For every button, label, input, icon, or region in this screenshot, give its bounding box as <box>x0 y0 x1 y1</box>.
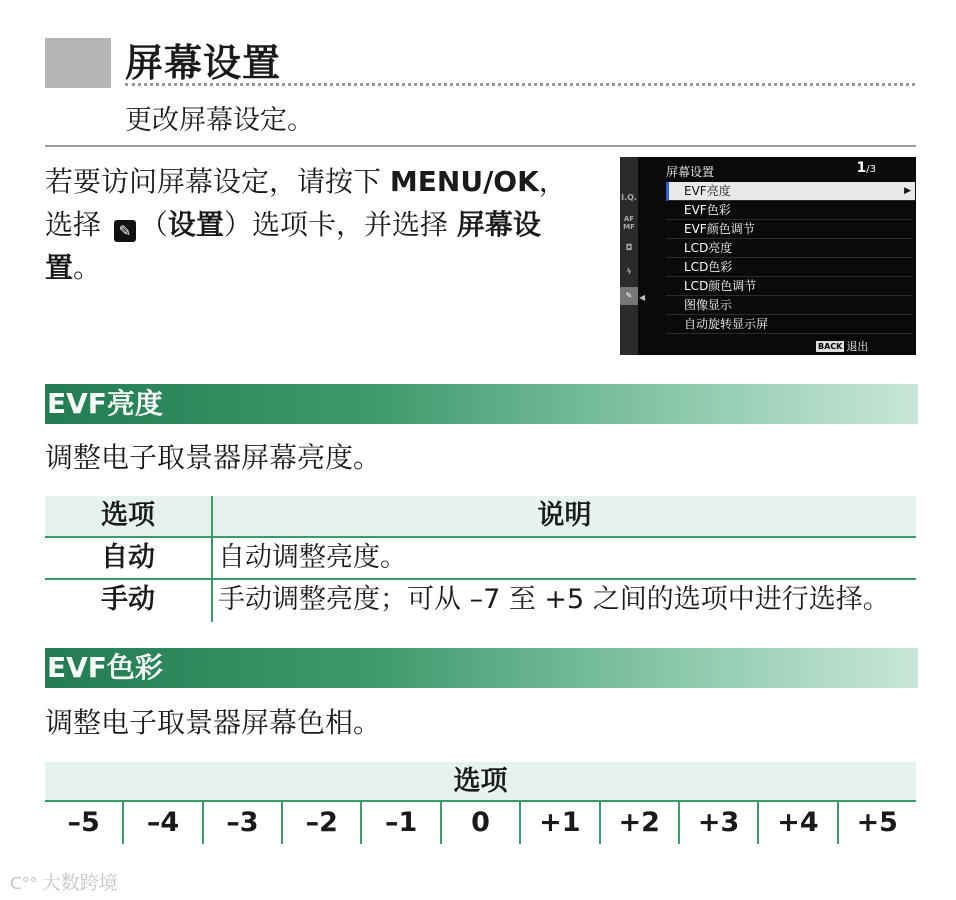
watermark-logo-icon: ᑕ°° <box>10 874 38 893</box>
camera-menu-item: LCD色彩 <box>666 258 912 277</box>
page-subtitle: 更改屏幕设定。 <box>125 105 314 136</box>
option-value: +5 <box>837 802 916 844</box>
option-value: +1 <box>519 802 598 844</box>
column-header-description: 说明 <box>537 500 592 531</box>
section-heading-evf-brightness: EVF亮度 <box>45 384 918 424</box>
title-marker-square <box>45 38 111 88</box>
intro-text-3: （ <box>139 208 168 241</box>
camera-menu-page-indicator: 1/3 <box>856 160 876 176</box>
section-description: 调整电子取景器屏幕亮度。 <box>45 441 382 474</box>
evf-color-option-table <box>45 762 916 844</box>
camera-menu-item: LCD亮度 <box>666 239 912 258</box>
intro-text-4: ）选项卡，并选择 <box>223 208 457 241</box>
option-value: –2 <box>281 802 360 844</box>
camera-menu-screenshot <box>620 157 916 355</box>
header-divider <box>45 145 916 147</box>
option-value: +4 <box>757 802 836 844</box>
option-value: –3 <box>202 802 281 844</box>
camera-menu-item: EVF色彩 <box>666 201 912 220</box>
page-title: 屏幕设置 <box>125 41 282 85</box>
camera-menu-item: LCD颜色调节 <box>666 277 912 296</box>
camera-menu-footer <box>816 338 868 354</box>
option-value: –1 <box>360 802 439 844</box>
camera-icon: ◘ <box>625 243 633 252</box>
table-header-option: 选项 <box>45 762 916 802</box>
watermark <box>10 868 118 895</box>
wrench-icon: ✎ <box>114 220 136 242</box>
column-header-option: 选项 <box>45 496 213 536</box>
submenu-arrow-icon: ▶ <box>904 186 911 196</box>
option-value: 0 <box>440 802 519 844</box>
setup-tab-name: 设置 <box>167 208 224 241</box>
table-header-row <box>45 496 916 538</box>
table-row <box>45 580 916 622</box>
option-description: 手动调整亮度；可从 –7 至 +5 之间的选项中进行选择。 <box>218 584 890 615</box>
screen-setting-item-name: 屏幕设置 <box>45 208 541 284</box>
section-heading-evf-color: EVF色彩 <box>45 648 918 688</box>
option-name: 自动 <box>45 538 213 578</box>
flash-icon: ϟ <box>626 267 632 276</box>
section-description: 调整电子取景器屏幕色相。 <box>45 706 382 739</box>
camera-menu-title: 屏幕设置 <box>666 165 715 179</box>
option-value: +3 <box>678 802 757 844</box>
intro-text-2: ，选择 <box>45 165 567 241</box>
option-value: +2 <box>599 802 678 844</box>
camera-menu-item: EVF颜色调节 <box>666 220 912 239</box>
watermark-text: 大数跨境 <box>41 872 118 894</box>
intro-text-5: 。 <box>73 251 102 284</box>
intro-paragraph <box>45 160 590 289</box>
image-quality-tab: I.Q. <box>621 193 637 202</box>
table-value-row <box>45 802 916 844</box>
camera-menu-item: 自动旋转显示屏 <box>666 315 912 334</box>
af-mf-tab: AF MF <box>623 215 635 231</box>
option-value: –5 <box>67 807 100 838</box>
option-value: –4 <box>122 802 201 844</box>
evf-brightness-option-table <box>45 496 916 622</box>
intro-text-1: 若要访问屏幕设定，请按下 <box>45 165 390 198</box>
camera-menu-item: 图像显示 <box>666 296 912 315</box>
option-name: 手动 <box>45 580 213 622</box>
option-description: 自动调整亮度。 <box>218 542 407 573</box>
menu-ok-button-name: MENU/OK <box>389 165 539 198</box>
camera-menu-side-tabs <box>620 157 638 355</box>
wrench-icon: ✎ <box>620 287 638 305</box>
table-row <box>45 538 916 580</box>
exit-label: 退出 <box>846 340 869 353</box>
title-dotted-rule <box>125 83 915 86</box>
tab-pointer-icon: ◀ <box>639 293 646 302</box>
back-key-badge: BACK <box>818 342 843 351</box>
camera-menu-item: EVF亮度 ▶ <box>666 182 915 201</box>
